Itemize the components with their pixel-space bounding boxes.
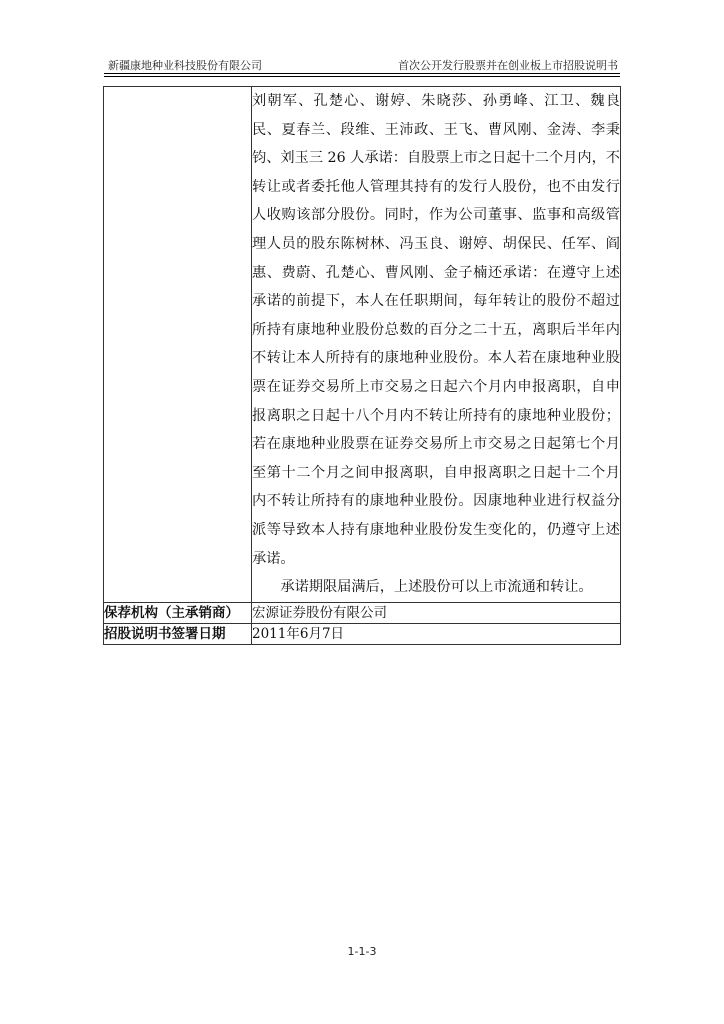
commitment-paragraph-1: 刘朝军、孔楚心、谢婷、朱晓莎、孙勇峰、江卫、魏良民、夏春兰、段维、王沛政、王飞、曹风刚、金涛、李秉钧、刘玉三 26 人承诺：自股票上市之日起十二个月内，不转让或者委托他人管理其持有的发行人股份，也不由发行人收购该部分股份。同时，作为公司董事、监事和高级管理人员的股东陈树林、冯玉良、谢婷、胡保民、任军、阎惠、费蔚、孔楚心、曹风刚、金子楠还承诺：在遵守上述承诺的前提下，本人在任职期间，每年转让的股份不超过所持有康地种业股份总数的百分之二十五，离职后半年内不转让本人所持有的康地种业股份。本人若在康地种业股票在证券交易所上市交易之日起六个月内申报离职，自申报离职之日起十八个月内不转让所持有的康地种业股份；若在康地种业股票在证券交易所上市交易之日起第七个月至第十二个月之间申报离职，自申报离职之日起十二个月内不转让所持有的康地种业股份。因康地种业进行权益分派等导致本人持有康地种业股份发生变化的，仍遵守上述承诺。 [252, 93, 620, 567]
sponsor-value: 宏源证券股份有限公司 [252, 602, 621, 623]
commitment-paragraph-2: 承诺期限届满后，上述股份可以上市流通和转让。 [280, 579, 593, 596]
table-row [104, 602, 621, 623]
commitment-text-cell [252, 87, 621, 603]
signing-date-value: 2011年6月7日 [252, 623, 621, 644]
header-document-title: 首次公开发行股票并在创业板上市招股说明书 [398, 59, 618, 72]
page-number: 1-1-3 [347, 945, 377, 958]
offering-info-table [103, 86, 621, 645]
commitment-row [104, 87, 621, 603]
commitment-label-cell [104, 87, 252, 603]
header-company-name: 新疆康地种业科技股份有限公司 [108, 59, 262, 72]
signing-date-label: 招股说明书签署日期 [104, 623, 252, 644]
header-rule-top [104, 73, 620, 74]
table-row [104, 623, 621, 644]
sponsor-label: 保荐机构（主承销商） [104, 602, 252, 623]
header-rule-bottom [104, 76, 620, 77]
